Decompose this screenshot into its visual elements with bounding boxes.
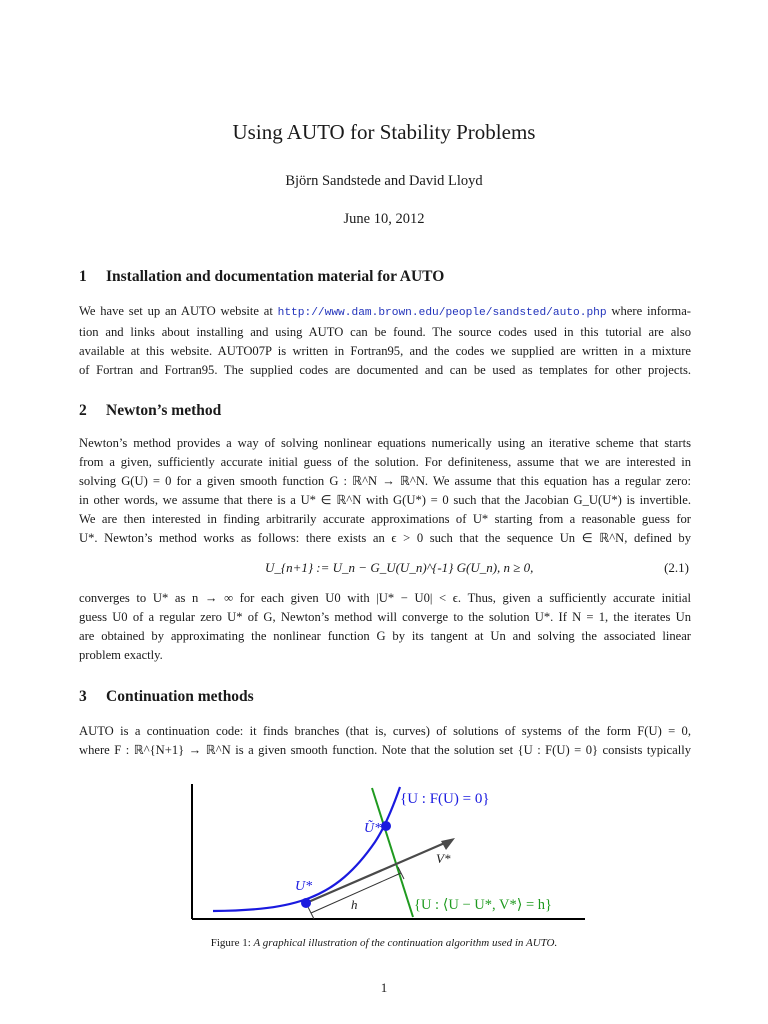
plane-label: {U : ⟨U − U*, V*⟩ = h} <box>414 897 552 913</box>
section-number: 3 <box>79 688 87 705</box>
figure-caption <box>0 937 768 949</box>
section-2-paragraph-2 <box>79 589 691 665</box>
continuation-figure <box>185 782 585 932</box>
text-line: AUTO is a continuation code: it finds branches (that is, curves) of solutions of systems of the form F(U) = 0, <box>79 724 691 738</box>
section-title: Installation and documentation material for AUTO <box>106 268 445 285</box>
text-line: guess U0 of a regular zero U* of G, Newton’s method will converge to the solution U*. If N = 1, the iterates Un <box>79 610 691 624</box>
section-title: Newton’s method <box>106 402 222 419</box>
section-heading-1 <box>79 268 444 286</box>
paper-authors: Björn Sandstede and David Lloyd <box>285 173 483 189</box>
text-line: We are then interested in finding arbitrarily accurate approximations of U* starting from a reasonable guess for <box>79 512 691 526</box>
section-2-paragraph-1 <box>79 434 691 548</box>
caption-prefix: Figure 1: <box>210 937 251 949</box>
text-line <box>79 302 691 323</box>
u-tilde-label: Ũ* <box>364 821 382 836</box>
tangent-vector <box>306 842 447 903</box>
text-line: Newton’s method provides a way of solving nonlinear equations numerically using an iterative scheme that starts <box>79 436 691 450</box>
arrow-head-icon <box>441 838 455 850</box>
section-heading-3 <box>79 688 254 706</box>
section-1-paragraph <box>79 302 691 380</box>
caption-text: A graphical illustration of the continuation algorithm used in AUTO. <box>253 937 558 949</box>
curve-label: {U : F(U) = 0} <box>400 791 490 807</box>
point-u-star <box>301 898 311 908</box>
section-number: 2 <box>79 402 87 419</box>
section-heading-2 <box>79 402 221 420</box>
text-line: from a given, sufficiently accurate initial guess of the solution. For definiteness, assume that we are interested in <box>79 455 691 469</box>
step-tick <box>308 907 314 919</box>
auto-website-link[interactable]: http://www.dam.brown.edu/people/sandsted/auto.php <box>277 307 607 319</box>
text-line: solving G(U) = 0 for a given smooth function G : ℝ^N → ℝ^N. We assume that this equation has a regular zero: <box>79 474 691 488</box>
point-u-tilde <box>381 821 391 831</box>
text-line: U*. Newton’s method works as follows: there exists an ϵ > 0 such that the sequence Un ∈ ℝ^N, defined by <box>79 531 691 545</box>
section-title: Continuation methods <box>106 688 254 705</box>
paper-date: June 10, 2012 <box>343 211 425 227</box>
u-star-label: U* <box>295 879 313 894</box>
equation-body: U_{n+1} := U_n − G_U(U_n)^{-1} G(U_n), n ≥ 0, <box>265 560 534 575</box>
text-line: in other words, we assume that there is a U* ∈ ℝ^N with G(U*) = 0 such that the Jacobian G_U(U*) is invertible. <box>79 493 691 507</box>
text-line: where F : ℝ^{N+1} → ℝ^N is a given smooth function. Note that the solution set {U : F(U) = 0} consists typically <box>79 743 691 757</box>
text-line: tion and links about installing and using AUTO can be found. The source codes used in this tutorial are also <box>79 325 691 339</box>
text-line: converges to U* as n → ∞ for each given U0 with |U* − U0| < ϵ. Thus, given a sufficiently accurate initial <box>79 591 691 605</box>
paper-title: Using AUTO for Stability Problems <box>232 120 536 144</box>
page-number: 1 <box>380 980 388 995</box>
text-line: available at this website. AUTO07P is written in Fortran95, and the codes we supplied are written in a mixture <box>79 344 691 358</box>
step-label: h <box>351 897 358 912</box>
text-fragment: where informa- <box>611 304 691 318</box>
vector-label: V* <box>436 851 451 866</box>
text-fragment: We have set up an AUTO website at <box>79 304 273 318</box>
section-number: 1 <box>79 268 87 285</box>
section-3-paragraph <box>79 722 691 760</box>
text-line: problem exactly. <box>79 648 163 662</box>
text-line: are obtained by approximating the nonlinear function G by its tangent at Un and solving the associated linear <box>79 629 691 643</box>
equation-number: (2.1) <box>664 560 689 575</box>
text-line: of Fortran and Fortran95. The supplied codes are documented and can be used as templates for other projects. <box>79 363 691 377</box>
